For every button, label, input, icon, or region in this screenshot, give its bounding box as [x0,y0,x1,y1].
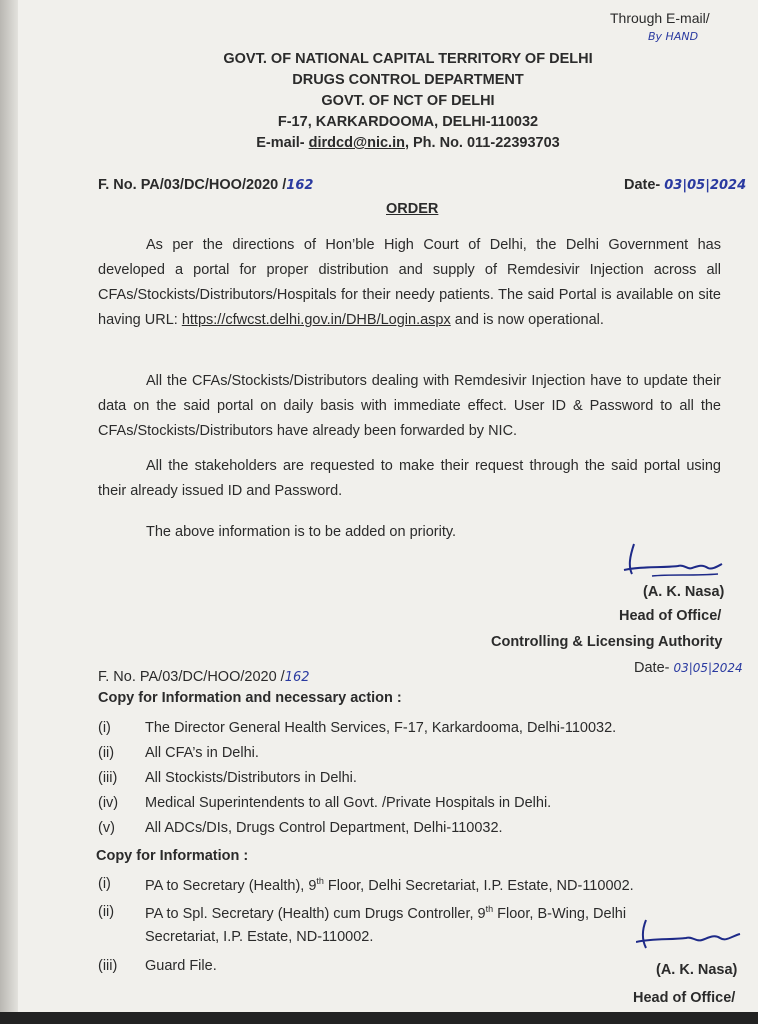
info-item: Guard File. [145,958,217,974]
signatory-authority: Controlling & Licensing Authority [491,634,723,650]
order-title-text: ORDER [386,201,439,217]
info-item-text-end: Floor, B-Wing, Delhi [493,905,627,922]
phone-number: , Ph. No. 011-22393703 [404,135,560,151]
info-item-continued: Secretariat, I.P. Estate, ND-110002. [145,929,374,945]
email-link[interactable]: dirdcd@nic.in [308,135,405,151]
header-govt: GOVT. OF NATIONAL CAPITAL TERRITORY OF DELHI [223,51,593,67]
p1-text: As per the directions of Hon’ble High Court of Delhi, the Delhi Government has developed a portal for proper distribution and supply of Remdesivir Injection across all CFAs/Stockists/Distributors/Hospitals for their needy patients. The said Portal is available on site having URL: [98,237,721,328]
action-item-number: (ii) [98,745,115,761]
copy-signatory-title: Head of Office/ [633,990,736,1006]
copy-date-label: Date- [634,660,670,676]
action-item: The Director General Health Services, F-17, Karkardooma, Delhi-110032. [145,720,617,736]
order-date [624,177,746,193]
date-handwritten: 03|05|2024 [664,178,747,193]
copy-file-number-handwritten: 162 [284,670,310,685]
delivery-mode: Through E-mail/ [610,10,710,26]
action-item-number: (v) [98,820,115,836]
action-item: All Stockists/Distributors in Delhi. [145,770,357,786]
action-item: All ADCs/DIs, Drugs Control Department, Delhi-110032. [145,820,503,836]
date-label: Date- [624,177,661,193]
info-item-text: PA to Spl. Secretary (Health) cum Drugs Controller, 9 [145,905,486,922]
copy-date [634,660,743,676]
info-item-number: (iii) [98,958,118,974]
email-label: E-mail- [256,135,309,151]
p1-text-end: and is now operational. [450,312,604,328]
p2-text: All the CFAs/Stockists/Distributors dealing with Remdesivir Injection have to update their data on the said portal on daily basis with immediate effect. User ID & Password to all the CFAs/Stockists/Distributors have already been forwarded by NIC. [98,373,721,439]
info-item-sup: th [485,904,494,914]
copy-heading-action: Copy for Information and necessary action : [98,690,402,706]
paragraph-2 [98,369,721,444]
paragraph-3 [98,454,721,504]
info-item-text-end: Floor, Delhi Secretariat, I.P. Estate, ND-110002. [323,877,634,894]
signature-1 [622,536,732,584]
copy-date-handwritten: 03|05|2024 [673,661,743,675]
delivery-handwritten-note: By HAND [648,30,699,43]
header-nct: GOVT. OF NCT OF DELHI [321,93,495,109]
order-document [18,0,758,1012]
info-item-sup: th [316,876,324,886]
page-left-edge [0,0,18,1012]
action-item: All CFA’s in Delhi. [145,745,259,761]
signatory-name: (A. K. Nasa) [643,584,725,600]
signatory-title: Head of Office/ [619,608,722,624]
info-item-text: PA to Secretary (Health), 9 [145,877,317,894]
copy-file-number-text: F. No. PA/03/DC/HOO/2020 / [98,669,285,685]
info-item-number: (ii) [98,904,115,920]
signature-2 [636,916,746,956]
p4-text: The above information is to be added on priority. [146,524,457,540]
info-item [145,904,626,922]
order-title [386,201,438,217]
file-number-text: F. No. PA/03/DC/HOO/2020 / [98,177,287,193]
file-number-handwritten: 162 [286,178,314,193]
action-item-number: (iii) [98,770,118,786]
p3-text: All the stakeholders are requested to make their request through the said portal using their already issued ID and Password. [98,458,721,499]
portal-url-link[interactable]: https://cfwcst.delhi.gov.in/DHB/Login.aspx [181,312,451,328]
header-address: F-17, KARKARDOOMA, DELHI-110032 [277,114,539,130]
paragraph-1 [98,233,721,333]
info-item [145,876,634,894]
copy-signatory-name: (A. K. Nasa) [656,962,738,978]
bottom-dark-band [0,1012,758,1024]
file-number [98,177,313,193]
info-item-number: (i) [98,876,111,892]
header-department: DRUGS CONTROL DEPARTMENT [292,72,524,88]
copy-file-number [98,669,310,685]
action-item-number: (iv) [98,795,119,811]
copy-heading-info: Copy for Information : [96,848,249,864]
action-item: Medical Superintendents to all Govt. /Private Hospitals in Delhi. [145,795,552,811]
header-contact [18,135,758,151]
action-item-number: (i) [98,720,111,736]
